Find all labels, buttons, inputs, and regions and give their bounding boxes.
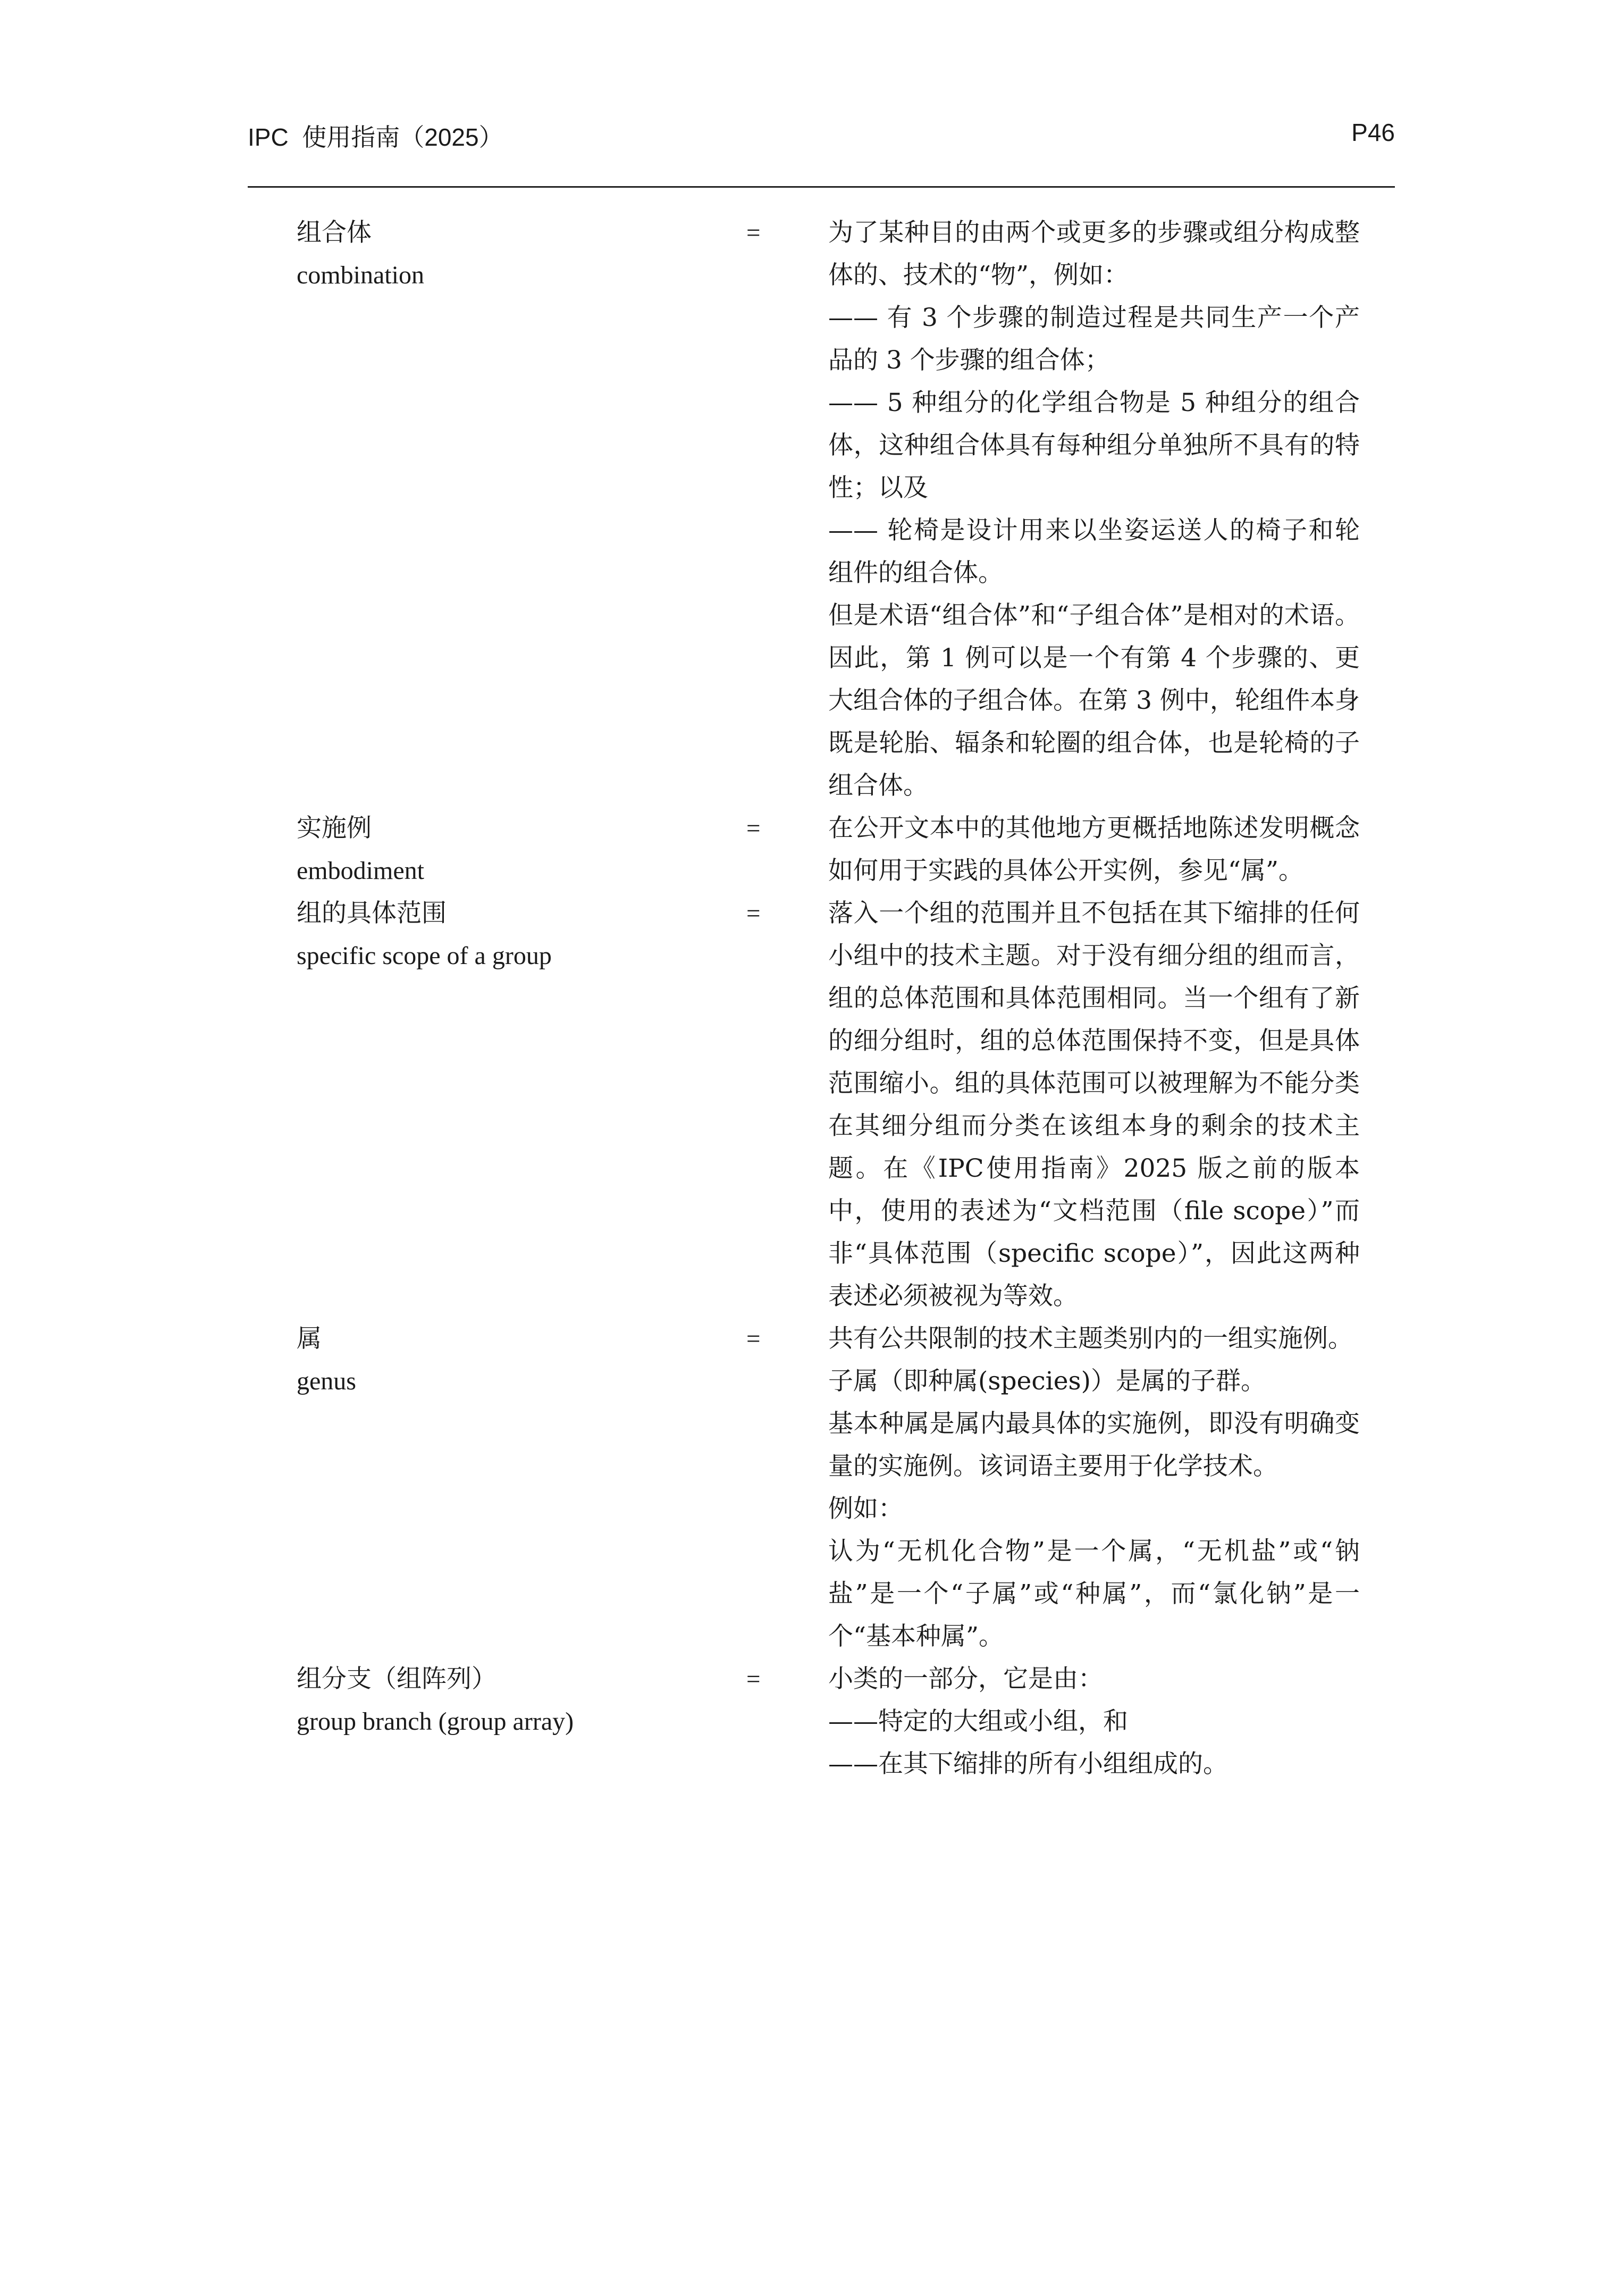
- definition-paragraph: 小类的一部分，它是由：: [828, 1664, 1103, 1694]
- term-chinese: 属: [297, 1324, 322, 1353]
- definition-paragraph: —— 轮椅是设计用来以坐姿运送人的椅子和轮组件的组合体。: [828, 516, 1360, 588]
- definition: [828, 1318, 1360, 1658]
- equals-sign: =: [746, 1325, 761, 1353]
- definition-paragraph: 在公开文本中的其他地方更概括地陈述发明概念如何用于实践的具体公开实例，参见“属”。: [828, 814, 1360, 885]
- glossary-entry: [0, 1318, 1624, 1658]
- term: [297, 1318, 722, 1403]
- equals-sign: =: [746, 219, 761, 247]
- term-chinese: 组合体: [297, 218, 372, 247]
- equals-sign: =: [746, 900, 761, 927]
- term: [297, 892, 722, 977]
- glossary-list: [0, 212, 1624, 1786]
- term-chinese: 组分支（组阵列）: [297, 1664, 497, 1694]
- definition-paragraph: 为了某种目的由两个或更多的步骤或组分构成整体的、技术的“物”，例如：: [828, 218, 1360, 290]
- glossary-entry: [0, 212, 1624, 807]
- definition-paragraph: 子属（即种属(species)）是属的子群。: [828, 1367, 1266, 1396]
- definition-paragraph: —— 有 3 个步骤的制造过程是共同生产一个产品的 3 个步骤的组合体；: [828, 303, 1360, 375]
- term-english: embodiment: [297, 857, 424, 885]
- glossary-entry: [0, 807, 1624, 892]
- term: [297, 807, 722, 892]
- term-english: specific scope of a group: [297, 942, 552, 970]
- page-header: [248, 118, 1395, 161]
- term-english: genus: [297, 1367, 356, 1395]
- glossary-entry: [0, 892, 1624, 1318]
- glossary-entry: [0, 1658, 1624, 1786]
- term: [297, 212, 722, 297]
- definition-paragraph: 落入一个组的范围并且不包括在其下缩排的任何小组中的技术主题。对于没有细分组的组而言，组的总体范围和具体范围相同。当一个组有了新的细分组时，组的总体范围保持不变，但是具体范围缩小。组的具体范围可以被理解为不能分类在其细分组而分类在该组本身的剩余的技术主题。在《IPC使用指南》2025 版之前的版本中，使用的表述为“文档范围（file scope）”而非“具体范围（specific scope）”，因此这两种表述必须被视为等效。: [828, 899, 1360, 1311]
- page-number: P46: [1351, 119, 1395, 146]
- term-chinese: 组的具体范围: [297, 899, 447, 928]
- equals-sign: =: [746, 1665, 761, 1693]
- definition: [828, 212, 1360, 807]
- definition: [828, 807, 1360, 892]
- document-title: IPC 使用指南（2025）: [248, 123, 503, 151]
- definition-paragraph: 例如：: [828, 1494, 903, 1523]
- term: [297, 1658, 722, 1743]
- term-english: combination: [297, 261, 424, 289]
- equals-sign: =: [746, 815, 761, 842]
- term-english: group branch (group array): [297, 1707, 574, 1736]
- term-chinese: 实施例: [297, 814, 372, 843]
- definition-paragraph: 但是术语“组合体”和“子组合体”是相对的术语。因此，第 1 例可以是一个有第 4 个步骤的、更大组合体的子组合体。在第 3 例中，轮组件本身既是轮胎、辐条和轮圈的组合体，也是轮椅的子组合体。: [828, 601, 1360, 800]
- definition-paragraph: 共有公共限制的技术主题类别内的一组实施例。: [828, 1324, 1353, 1353]
- definition: [828, 892, 1360, 1318]
- header-divider: [248, 186, 1395, 188]
- definition-paragraph: ——在其下缩排的所有小组组成的。: [828, 1749, 1228, 1779]
- definition-paragraph: —— 5 种组分的化学组合物是 5 种组分的组合体，这种组合体具有每种组分单独所不具有的特性；以及: [828, 388, 1360, 502]
- definition-paragraph: 基本种属是属内最具体的实施例，即没有明确变量的实施例。该词语主要用于化学技术。: [828, 1409, 1360, 1481]
- definition-paragraph: 认为“无机化合物”是一个属，“无机盐”或“钠盐”是一个“子属”或“种属”，而“氯化钠”是一个“基本种属”。: [828, 1537, 1360, 1651]
- definition-paragraph: ——特定的大组或小组，和: [828, 1707, 1128, 1736]
- definition: [828, 1658, 1360, 1786]
